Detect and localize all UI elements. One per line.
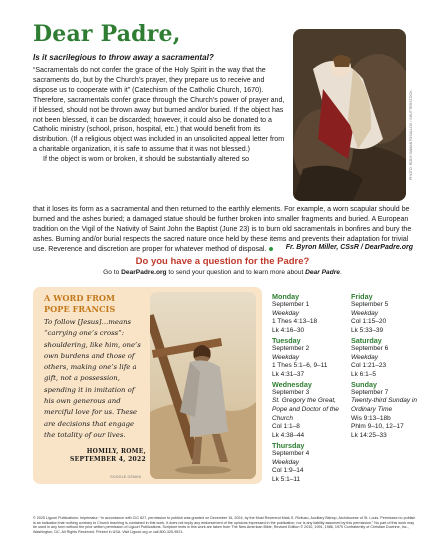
pope-attribution	[60, 448, 146, 465]
cal-note: Twenty-third Sunday in Ordinary Time	[351, 397, 417, 414]
cal-reading: Col 1:15–20	[351, 318, 387, 326]
pope-heading-line2: POPE FRANCIS	[44, 304, 116, 314]
cal-date: September 7	[351, 388, 389, 396]
cal-day: Thursday	[272, 440, 305, 450]
cal-saturday	[351, 336, 427, 380]
calendar-column-1	[272, 292, 348, 485]
cal-friday	[351, 292, 427, 336]
cal-reading: Col 1:1–8	[272, 423, 300, 431]
statue-photo	[293, 29, 406, 201]
pope-attribution-line1: HOMILY, ROME,	[86, 448, 146, 455]
cta-site-link[interactable]: DearPadre.org	[121, 269, 167, 276]
article-paragraph-2-text: that it loses its form as a sacramental and then returned to the earthly elements. For example, a worn scapular should be burned and the ashes buried; a damaged statue should be further broken into smaller fragments and buried. A European tradition on the Vigil of the Nativity of Saint John the Baptist (June 23) is to burn old sacramentals in bonfires and bury the ashes. Burning and/or burial respects the sacred nature once held by these items and prevents their adaptation for trivial use. Reverence and discretion are proper for whatever method of disposal.	[33, 206, 412, 253]
signature: Fr. Byron Miller, CSsR / DearPadre.org	[285, 244, 413, 251]
cal-sunday	[351, 380, 427, 441]
image-credit: GOOGLE GEMINI	[110, 475, 142, 479]
cal-note: Weekday	[272, 353, 299, 361]
article-body-narrow	[33, 66, 286, 165]
cta-dear-padre: Dear Padre	[305, 269, 340, 276]
cal-day: Monday	[272, 292, 300, 301]
cal-reading: Lk 5:1–11	[272, 475, 301, 483]
pope-attribution-line2: SEPTEMBER 4, 2022	[70, 456, 146, 464]
photo-credit	[407, 40, 415, 180]
cal-reading: 1 Thes 4:13–18	[272, 318, 318, 326]
cta-middle: to send your question and to learn more about	[166, 269, 306, 276]
pope-quote: To follow [Jesus]…means “carrying one’s cross”: shouldering, like him, one’s own burdens and those of others, making one’s life a gift, not a possession, spending it in imitation of his own generous and merciful love for us. These are decisions that engage the totality of our lives.	[44, 318, 141, 439]
cal-day: Sunday	[351, 379, 377, 389]
cal-day: Wednesday	[272, 379, 312, 389]
cal-reading: Lk 4:38–44	[272, 432, 305, 440]
cal-date: September 2	[272, 344, 310, 352]
pope-heading	[44, 293, 134, 315]
cal-date: September 5	[351, 301, 389, 308]
cal-tuesday	[272, 336, 348, 380]
cta-end: .	[339, 269, 342, 276]
cal-date: September 3	[272, 388, 310, 396]
cal-reading: Lk 4:16–30	[272, 327, 305, 335]
pope-heading-line1: A WORD FROM	[44, 293, 116, 303]
article-paragraph-2-start: If the object is worn or broken, it should be substantially altered so	[43, 156, 250, 164]
cal-note: St. Gregory the Great, Pope and Doctor of the Church	[272, 397, 339, 422]
cal-reading: Lk 5:33–39	[351, 327, 384, 335]
cta-prefix: Go to	[103, 269, 122, 276]
cal-reading: Col 1:9–14	[272, 467, 304, 475]
cal-reading: Phlm 9–10, 12–17	[351, 423, 404, 431]
cal-reading: Lk 6:1–5	[351, 370, 376, 378]
article-paragraph-1: “Sacramentals do not confer the grace of the Holy Spirit in the way that the sacraments do, but by the Church’s prayer, they prepare us to receive and dispose us to cooperate with it” (Catechism of the Catholic Church, 1670). Therefore, sacramentals confer grace through the Church’s power of prayer and, if blessed, should not be thrown away but burned and/or buried. If the object has not been blessed, it can be discarded; however, it could also be donated to a Catholic ministry (school, prison, hospital, etc.) that would benefit from its distribution. (If a religious object was included in an unsolicited appeal letter from a charitable organization, it is safe to assume that it was not blessed.)	[33, 67, 285, 154]
cal-day: Saturday	[351, 335, 382, 345]
cal-wednesday	[272, 380, 348, 441]
cta-title: Do you have a question for the Padre?	[135, 256, 310, 267]
cal-note: Weekday	[351, 353, 378, 361]
cal-day: Friday	[351, 292, 373, 301]
cal-reading: Lk 14:25–33	[351, 432, 387, 440]
cal-note: Weekday	[272, 309, 299, 317]
cta-line	[0, 269, 445, 276]
cal-reading: Wis 9:13–18b	[351, 414, 391, 422]
cal-day: Tuesday	[272, 335, 301, 345]
cal-thursday	[272, 441, 348, 485]
photo-credit-text: PHOTO: RONY.SAMANTOSALLOS / SHUTTERSTOCK	[409, 90, 413, 180]
end-mark-icon	[269, 247, 273, 251]
jesus-carrying-cross-image	[150, 292, 256, 479]
cal-monday	[272, 292, 348, 336]
cal-date: September 6	[351, 344, 389, 352]
cal-reading: 1 Thes 5:1–6, 9–11	[272, 362, 328, 370]
cal-date: September 1	[272, 301, 310, 308]
cal-note: Weekday	[272, 458, 299, 466]
cal-reading: Col 1:21–23	[351, 362, 387, 370]
cal-reading: Lk 4:31–37	[272, 370, 305, 378]
footer-legal: © 2025 Liguori Publications. Imprimatur: “In accordance with CIC 827, permission to publish was granted on December 16, 2024, by the Most Reverend Mark S. Rivituso, Auxiliary Bishop, Archdiocese of St. Louis. Permission to publish is an indication that nothing contrary to Church teaching is contained in this work. It does not imply any endorsement of the opinions expressed in the publication; nor is any liability assumed by this permission.” No part of this work may be used in any form without the prior written permission of Liguori Publications. Scripture texts in this work are taken from The New American Bible, Revised Edition © 2010, 1991, 1986, 1970 Confraternity of Christian Doctrine, Inc., Washington, DC. All Rights Reserved. Printed in USA. Visit Liguori.org or call 800-325-9521.	[33, 516, 416, 534]
question-heading: Is it sacrilegious to throw away a sacramental?	[33, 53, 214, 62]
cal-note: Weekday	[351, 309, 378, 317]
page-title: Dear Padre,	[33, 21, 181, 47]
cal-date: September 4	[272, 449, 310, 457]
calendar-column-2	[351, 292, 427, 441]
